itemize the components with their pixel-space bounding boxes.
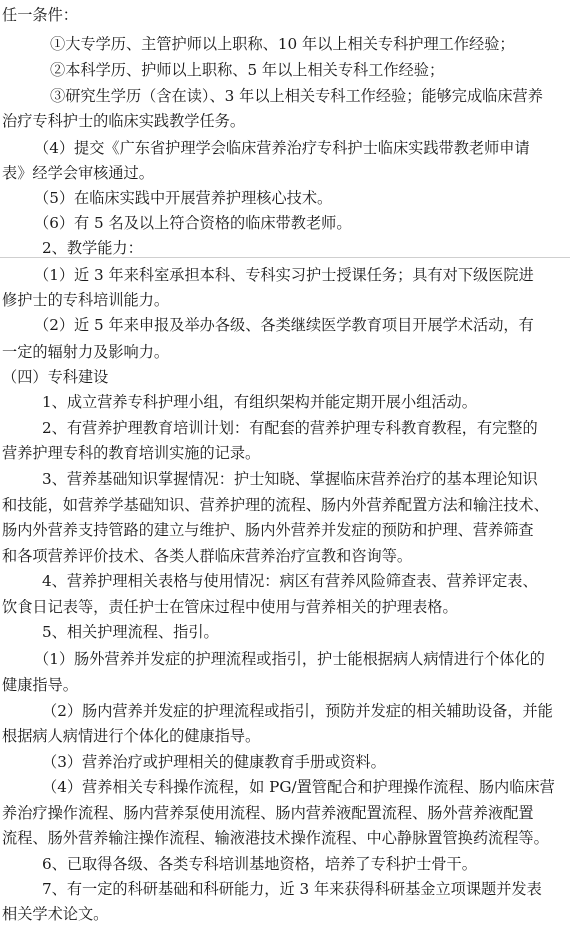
text-line: （1）肠外营养并发症的护理流程或指引，护士能根据病人病情进行个体化的	[34, 650, 545, 668]
text-line: （5）在临床实践中开展营养护理核心技术。	[34, 189, 333, 207]
text-line: 3、营养基础知识掌握情况：护士知晓、掌握临床营养治疗的基本理论知识	[42, 470, 538, 488]
text-line: 流程、肠外营养输注操作流程、输液港技术操作流程、中心静脉置管换药流程等。	[2, 829, 549, 847]
text-line: 一定的辐射力及影响力。	[2, 343, 170, 361]
text-line: 根据病人病情进行个体化的健康指导。	[2, 727, 261, 745]
text-line: 和技能，如营养学基础知识、营养护理的流程、肠内外营养配置方法和输注技术、	[2, 496, 549, 514]
text-line: 修护士的专科培训能力。	[2, 291, 170, 309]
text-line: ③研究生学历（含在读）、3 年以上相关专科工作经验；能够完成临床营养	[50, 87, 543, 105]
text-line: ②本科学历、护师以上职称、5 年以上相关专科工作经验；	[50, 61, 445, 79]
text-line: 4、营养护理相关表格与使用情况：病区有营养风险筛查表、营养评定表、	[42, 572, 538, 590]
text-line: （2）肠内营养并发症的护理流程或指引，预防并发症的相关辅助设备，并能	[42, 702, 553, 720]
text-line: 和各项营养评价技术、各类人群临床营养治疗宣教和咨询等。	[2, 547, 413, 565]
text-line: 营养护理专科的教育培训实施的记录。	[2, 444, 261, 462]
text-line: 养治疗操作流程、肠内营养泵使用流程、肠内营养液配置流程、肠外营养液配置	[2, 804, 534, 822]
text-line: （6）有 5 名及以上符合资格的临床带教老师。	[34, 214, 352, 232]
text-line: 治疗专科护士的临床实践教学任务。	[2, 112, 245, 130]
text-line: ①大专学历、主管护师以上职称、10 年以上相关专科护理工作经验；	[50, 35, 515, 53]
text-line: 7、有一定的科研基础和科研能力，近 3 年来获得科研基金立项课题并发表	[42, 880, 542, 898]
text-line: 肠内外营养支持管路的建立与维护、肠内外营养并发症的预防和护理、营养筛查	[2, 521, 534, 539]
text-line: （4）提交《广东省护理学会临床营养治疗专科护士临床实践带教老师申请	[34, 139, 530, 157]
text-line: 6、已取得各级、各类专科培训基地资格，培养了专科护士骨干。	[42, 855, 477, 873]
page-divider	[0, 257, 570, 258]
text-line: 相关学术论文。	[2, 905, 109, 923]
section-heading: （四）专科建设	[2, 368, 109, 386]
text-line: （1）近 3 年来科室承担本科、专科实习护士授课任务；具有对下级医院进	[34, 266, 534, 284]
text-line: 饮食日记表等，责任护士在管床过程中使用与营养相关的护理表格。	[2, 598, 458, 616]
text-line: （4）营养相关专科操作流程，如 PG/置管配合和护理操作流程、肠内临床营	[42, 778, 555, 796]
text-line: 表》经学会审核通过。	[2, 164, 154, 182]
text-line: （2）近 5 年来申报及举办各级、各类继续医学教育项目开展学术活动，有	[34, 316, 534, 334]
text-line: （3）营养治疗或护理相关的健康教育手册或资料。	[42, 753, 386, 771]
text-line: 任一条件：	[2, 6, 78, 24]
text-line: 健康指导。	[2, 676, 78, 694]
text-line: 1、成立营养专科护理小组，有组织架构并能定期开展小组活动。	[42, 393, 477, 411]
text-line: 2、有营养护理教育培训计划：有配套的营养护理专科教育教程，有完整的	[42, 419, 538, 437]
section-heading: 2、教学能力：	[42, 239, 143, 257]
text-line: 5、相关护理流程、指引。	[42, 623, 219, 641]
